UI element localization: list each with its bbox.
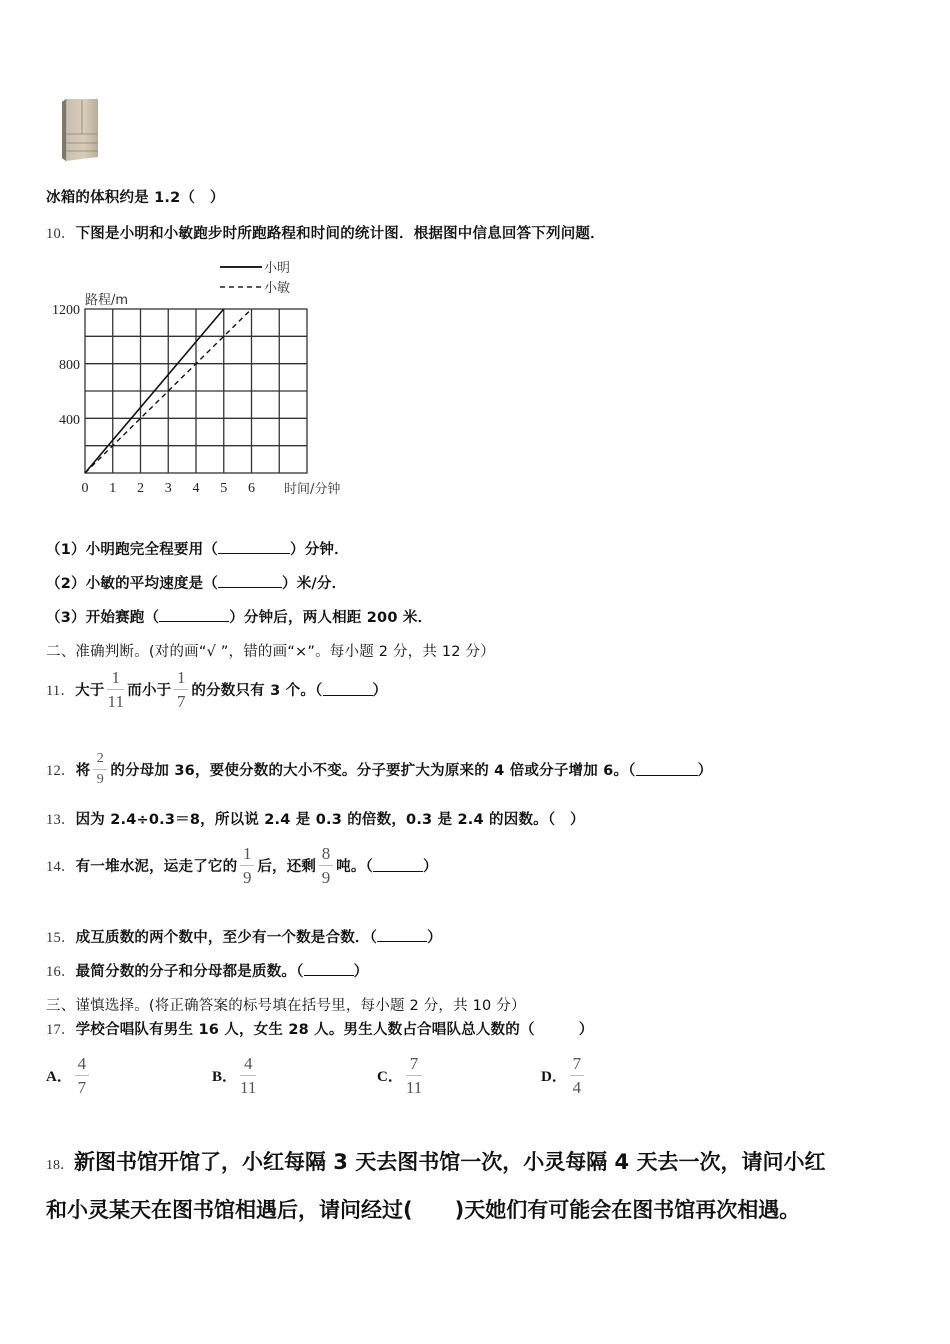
q17-option-b[interactable]: B． $\frac{4}{11}$ (212, 1053, 257, 1097)
legend-xiaoming: 小明 (264, 261, 291, 276)
q13: 13．因为 2.4÷0.3＝8，所以说 2.4 是 0.3 的倍数，0.3 是 2.4 的因数。（ ） (46, 812, 585, 828)
q15-answer-blank[interactable] (377, 929, 427, 942)
q11: 11． 大于 $\frac{1}{11}$ 而小于 $\frac{1}{7}$ 的分数只有 3 个。（ ） (46, 667, 388, 711)
q10-sub1: （1）小明跑完全程要用（ ）分钟． (46, 542, 349, 558)
q17: 17．学校合唱队有男生 16 人，女生 28 人。男生人数占合唱队总人数的（ ） (46, 1022, 594, 1038)
fraction-1-11: $\frac{1}{11}$ (107, 667, 125, 711)
fraction-7-4: $\frac{7}{4}$ (570, 1055, 584, 1096)
fraction-1-9: $\frac{1}{9}$ (240, 845, 254, 886)
q12: 12． 将 $\frac{2}{9}$ 的分母加 36，要使分数的大小不变。分子要扩大为原来的 4 倍或分子增加 6。（ ） (46, 750, 713, 787)
y-tick-1200: 1200 (52, 303, 80, 318)
q10-sub2-blank[interactable] (218, 575, 282, 588)
svg-text:2: 2 (137, 481, 144, 496)
y-tick-800: 800 (59, 358, 80, 373)
legend-xiaomin: 小敏 (264, 281, 291, 296)
svg-text:4: 4 (192, 481, 200, 496)
refrigerator-image (58, 99, 98, 161)
q10-prompt (46, 222, 605, 243)
chart-legend (220, 261, 290, 296)
fraction-4-7: $\frac{4}{7}$ (75, 1055, 89, 1096)
q11-answer-blank[interactable] (323, 683, 373, 696)
q10-sub3: （3）开始赛跑（ ）分钟后，两人相距 200 米． (46, 610, 433, 626)
q15: 15．成互质数的两个数中，至少有一个数是合数．（ ） (46, 930, 442, 946)
q16-answer-blank[interactable] (304, 963, 354, 976)
fraction-8-9: $\frac{8}{9}$ (319, 845, 333, 886)
q9-text: 冰箱的体积约是 1.2（ ） (46, 190, 225, 206)
section2-heading: 二、准确判断。(对的画“√ ”，错的画“×”。每小题 2 分，共 12 分） (46, 644, 495, 660)
q10-number: 10． (46, 226, 76, 242)
svg-text:3: 3 (164, 481, 172, 496)
x-axis-label: 时间/分钟 (284, 482, 341, 497)
chart-grid (85, 309, 307, 473)
q14: 14． 有一堆水泥，运走了它的 $\frac{1}{9}$ 后，还剩 $\frac{8}{9}$ 吨。（ ） (46, 843, 438, 887)
q18-line1: 18．新图书馆开馆了，小红每隔 3 天去图书馆一次，小灵每隔 4 天去一次，请问小红 (46, 1150, 826, 1174)
q12-answer-blank[interactable] (636, 763, 698, 776)
y-axis-label: 路程/m (85, 293, 129, 308)
fraction-1-7: $\frac{1}{7}$ (174, 669, 188, 710)
fraction-7-11: $\frac{7}{11}$ (405, 1053, 423, 1097)
q17-option-a[interactable]: A． $\frac{4}{7}$ (46, 1050, 92, 1100)
svg-text:5: 5 (220, 481, 228, 496)
svg-text:0: 0 (81, 481, 89, 496)
fraction-2-9: $\frac{2}{9}$ (93, 752, 107, 787)
fraction-4-11: $\frac{4}{11}$ (240, 1053, 257, 1097)
q17-option-c[interactable]: C． $\frac{7}{11}$ (377, 1053, 423, 1097)
q17-option-d[interactable]: D． $\frac{7}{4}$ (541, 1050, 587, 1100)
q10-sub1-blank[interactable] (218, 541, 290, 554)
q10-sub2: （2）小敏的平均速度是（ ）米/分． (46, 576, 347, 592)
q18-line2: 和小灵某天在图书馆相遇后，请问经过( )天她们有可能会在图书馆再次相遇。 (46, 1198, 801, 1222)
q16: 16．最简分数的分子和分母都是质数。（ ） (46, 964, 369, 980)
q10-text: 下图是小明和小敏跑步时所跑路程和时间的统计图．根据图中信息回答下列问题． (75, 226, 605, 242)
q14-answer-blank[interactable] (373, 859, 423, 872)
distance-time-chart (40, 252, 390, 502)
svg-text:6: 6 (248, 481, 255, 496)
y-tick-400: 400 (59, 413, 80, 428)
svg-text:1: 1 (109, 481, 117, 496)
q10-sub3-blank[interactable] (159, 609, 229, 622)
section3-heading: 三、谨慎选择。(将正确答案的标号填在括号里，每小题 2 分，共 10 分） (46, 998, 526, 1014)
